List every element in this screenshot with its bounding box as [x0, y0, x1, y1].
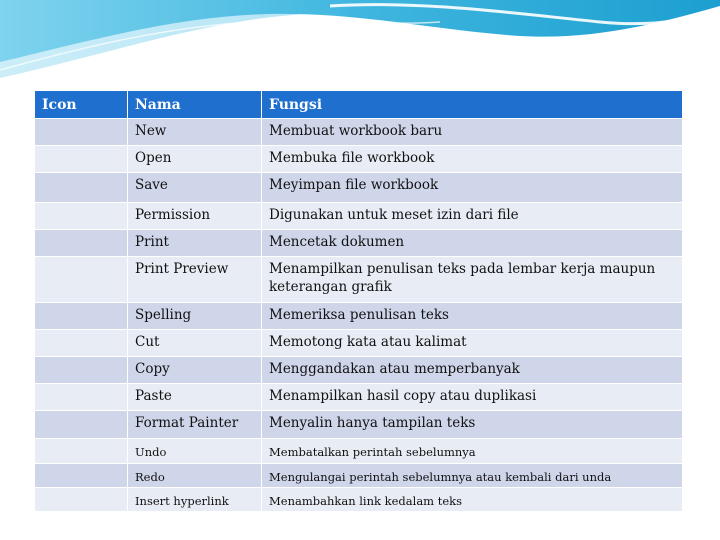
fungsi-cell: Membatalkan perintah sebelumnya [262, 439, 683, 464]
fungsi-cell: Menggandakan atau memperbanyak [262, 357, 683, 384]
table-row [35, 119, 683, 146]
nama-cell: Cut [128, 330, 262, 357]
fungsi-cell: Digunakan untuk meset izin dari file [262, 203, 683, 230]
table-row [35, 357, 683, 384]
table-row [35, 303, 683, 330]
nama-cell: Permission [128, 203, 262, 230]
nama-cell: Insert hyperlink [128, 488, 262, 512]
table-row [35, 173, 683, 203]
icon-cell [35, 488, 128, 512]
icon-cell [35, 439, 128, 464]
nama-cell: Copy [128, 357, 262, 384]
table-row [35, 146, 683, 173]
icon-cell [35, 464, 128, 488]
fungsi-cell: Menambahkan link kedalam teks [262, 488, 683, 512]
table-row [35, 411, 683, 439]
fungsi-cell: Memeriksa penulisan teks [262, 303, 683, 330]
icon-cell [35, 119, 128, 146]
table-row [35, 330, 683, 357]
nama-cell: Save [128, 173, 262, 203]
table-header-row [35, 91, 683, 119]
table-row [35, 488, 683, 512]
table-row [35, 464, 683, 488]
icon-cell [35, 411, 128, 439]
fungsi-cell: Membuat workbook baru [262, 119, 683, 146]
fungsi-cell: Menyalin hanya tampilan teks [262, 411, 683, 439]
icon-cell [35, 230, 128, 257]
table-row [35, 439, 683, 464]
nama-cell: New [128, 119, 262, 146]
fungsi-cell: Menampilkan hasil copy atau duplikasi [262, 384, 683, 411]
header-nama: Nama [128, 91, 262, 119]
function-table [34, 90, 683, 512]
fungsi-cell: Memotong kata atau kalimat [262, 330, 683, 357]
header-icon: Icon [35, 91, 128, 119]
icon-cell [35, 146, 128, 173]
fungsi-cell: Mencetak dokumen [262, 230, 683, 257]
fungsi-cell: Mengulangai perintah sebelumnya atau kembali dari unda [262, 464, 683, 488]
nama-cell: Print [128, 230, 262, 257]
nama-cell: Print Preview [128, 257, 262, 303]
icon-cell [35, 384, 128, 411]
table-row [35, 257, 683, 303]
nama-cell: Redo [128, 464, 262, 488]
nama-cell: Paste [128, 384, 262, 411]
icon-cell [35, 303, 128, 330]
nama-cell: Open [128, 146, 262, 173]
nama-cell: Undo [128, 439, 262, 464]
fungsi-cell: Membuka file workbook [262, 146, 683, 173]
header-wave-decoration [0, 0, 720, 90]
table-row [35, 384, 683, 411]
table-row [35, 203, 683, 230]
fungsi-cell: Menampilkan penulisan teks pada lembar kerja maupun keterangan grafik [262, 257, 683, 303]
header-fungsi: Fungsi [262, 91, 683, 119]
icon-cell [35, 257, 128, 303]
table-row [35, 230, 683, 257]
icon-cell [35, 330, 128, 357]
nama-cell: Spelling [128, 303, 262, 330]
nama-cell: Format Painter [128, 411, 262, 439]
icon-cell [35, 203, 128, 230]
icon-cell [35, 357, 128, 384]
icon-cell [35, 173, 128, 203]
fungsi-cell: Meyimpan file workbook [262, 173, 683, 203]
